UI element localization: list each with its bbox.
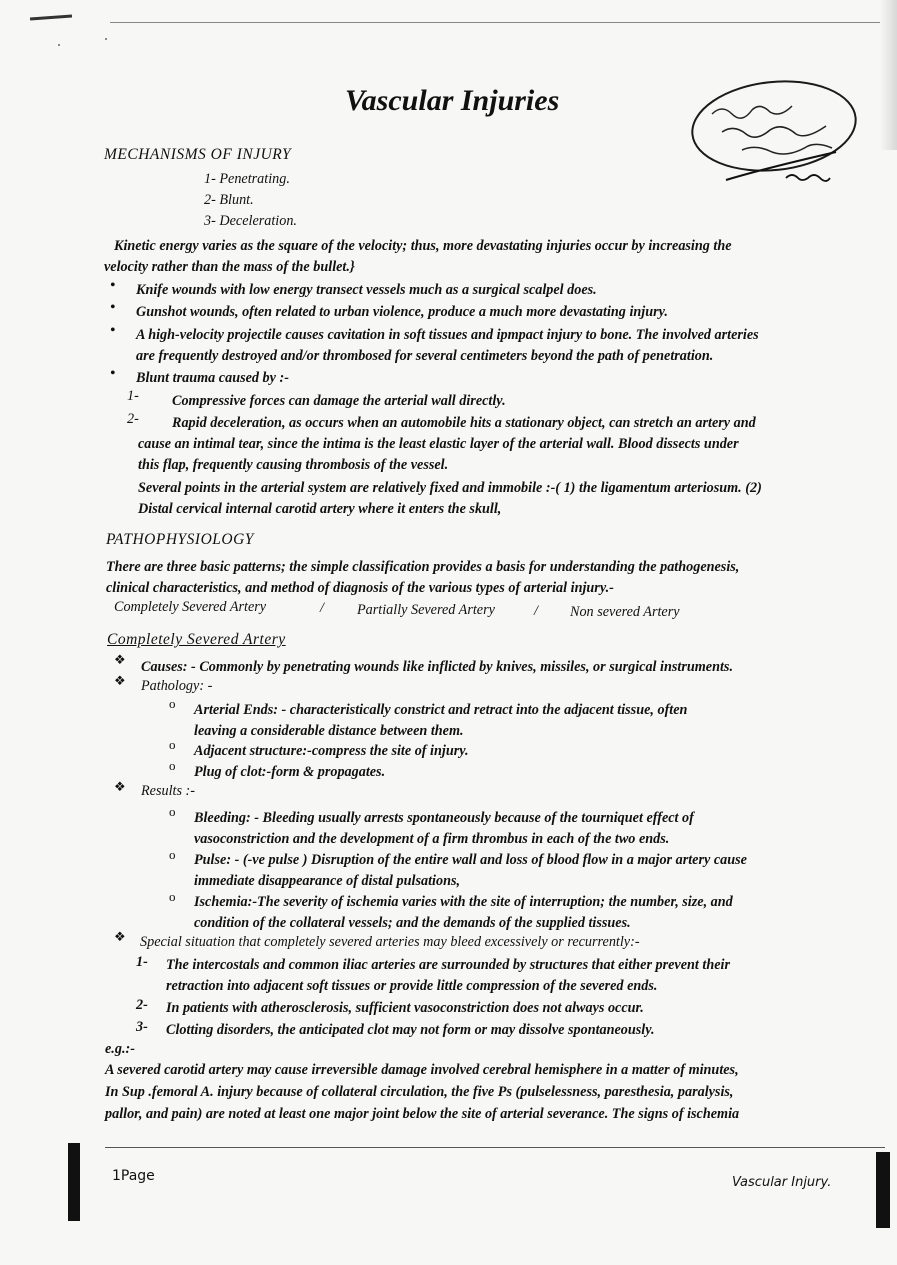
pulse-text: immediate disappearance of distal pulsations, xyxy=(194,873,461,889)
gunshot-wounds-text: Gunshot wounds, often related to urban violence, produce a much more devastating injury. xyxy=(136,304,668,320)
rapid-deceleration-text: this flap, frequently causing thrombosis of the vessel. xyxy=(138,457,449,473)
list-number: 1- xyxy=(136,954,148,970)
pathology-label: Pathology: - xyxy=(141,678,213,694)
mechanism-item: 1- Penetrating. xyxy=(204,171,290,187)
kinetic-energy-text: Kinetic energy varies as the square of the velocity; thus, more devastating injuries occur by increasing the xyxy=(114,238,732,254)
knife-wounds-text: Knife wounds with low energy transect vessels much as a surgical scalpel does. xyxy=(136,282,597,298)
rapid-deceleration-text: Rapid deceleration, as occurs when an automobile hits a stationary object, can stretch an artery and xyxy=(172,415,756,431)
scan-edge-shadow xyxy=(880,0,897,150)
plug-of-clot-text: Plug of clot:-form & propagates. xyxy=(194,764,386,780)
pathophysiology-intro: There are three basic patterns; the simple classification provides a basis for understanding the pathogenesis, xyxy=(106,559,740,575)
bullet-icon: • xyxy=(110,277,116,294)
kinetic-energy-text: velocity rather than the mass of the bullet.} xyxy=(104,259,355,275)
bullet-icon: • xyxy=(110,322,116,339)
high-velocity-text: A high-velocity projectile causes cavitation in soft tissues and ipmpact injury to bone. The involved arteries xyxy=(136,327,759,343)
pulse-text: Pulse: - (-ve pulse ) Disruption of the entire wall and loss of blood flow in a major artery cause xyxy=(194,852,747,868)
ischemia-text: Ischemia:-The severity of ischemia varies with the site of interruption; the number, size, and xyxy=(194,894,733,910)
top-rule xyxy=(110,22,890,23)
footer-rule xyxy=(105,1147,885,1148)
ischemia-text: condition of the collateral vessels; and the demands of the supplied tissues. xyxy=(194,915,631,931)
circle-bullet-icon: o xyxy=(169,889,176,904)
atherosclerosis-text: In patients with atherosclerosis, sufficient vasoconstriction does not always occur. xyxy=(166,1000,644,1016)
diamond-bullet-icon: ❖ xyxy=(114,673,126,688)
pattern-label: Completely Severed Artery xyxy=(114,599,267,615)
mechanism-item: 3- Deceleration. xyxy=(204,213,297,229)
page-title: Vascular Injuries xyxy=(345,84,560,117)
intercostals-text: retraction into adjacent soft tissues or provide little compression of the severed ends. xyxy=(166,978,658,994)
causes-text: Causes: - Commonly by penetrating wounds like inflicted by knives, missiles, or surgical instruments. xyxy=(141,659,733,675)
special-situation-text: Special situation that completely severed arteries may bleed excessively or recurrently:- xyxy=(140,934,640,950)
clotting-disorders-text: Clotting disorders, the anticipated clot may not form or may dissolve spontaneously. xyxy=(166,1022,655,1038)
stamp-signature-image xyxy=(682,74,858,192)
list-number: 2- xyxy=(127,411,139,427)
pathophysiology-heading: PATHOPHYSIOLOGY xyxy=(106,531,254,548)
pattern-label: Partially Severed Artery xyxy=(357,602,495,618)
high-velocity-text: are frequently destroyed and/or thrombosed for several centimeters beyond the path of penetration. xyxy=(136,348,714,364)
page-number: 1Page xyxy=(112,1168,155,1184)
bleeding-text: Bleeding: - Bleeding usually arrests spontaneously because of the tourniquet effect of xyxy=(194,810,694,826)
list-number: 2- xyxy=(136,997,148,1013)
circle-bullet-icon: o xyxy=(169,696,176,711)
eg-label: e.g.:- xyxy=(105,1041,135,1057)
closing-text: In Sup .femoral A. injury because of collateral circulation, the five Ps (pulselessness, paresthesia, paralysis, xyxy=(105,1084,734,1100)
results-label: Results :- xyxy=(141,783,195,799)
diamond-bullet-icon: ❖ xyxy=(114,652,126,667)
scan-mark xyxy=(30,15,72,21)
pattern-separator: / xyxy=(320,600,324,616)
blunt-trauma-text: Blunt trauma caused by :- xyxy=(136,370,289,386)
list-number: 3- xyxy=(136,1019,148,1035)
bullet-icon: • xyxy=(110,299,116,316)
diamond-bullet-icon: ❖ xyxy=(114,929,126,944)
footer-bar-right xyxy=(876,1152,890,1228)
bullet-icon: • xyxy=(110,365,116,382)
compressive-forces-text: Compressive forces can damage the arterial wall directly. xyxy=(172,393,506,409)
pathophysiology-intro: clinical characteristics, and method of diagnosis of the various types of arterial injury.- xyxy=(106,580,614,596)
mechanisms-heading: MECHANISMS OF INJURY xyxy=(104,146,292,163)
intercostals-text: The intercostals and common iliac arteries are surrounded by structures that either prevent their xyxy=(166,957,730,973)
mechanism-item: 2- Blunt. xyxy=(204,192,254,208)
circle-bullet-icon: o xyxy=(169,758,176,773)
pattern-separator: / xyxy=(534,603,538,619)
footer-doc-title: Vascular Injury. xyxy=(732,1175,832,1190)
arterial-ends-text: leaving a considerable distance between them. xyxy=(194,723,464,739)
adjacent-structure-text: Adjacent structure:-compress the site of injury. xyxy=(194,743,469,759)
circle-bullet-icon: o xyxy=(169,804,176,819)
footer-bar-left xyxy=(68,1143,80,1221)
fixed-points-text: Several points in the arterial system are relatively fixed and immobile :-( 1) the ligamentum arteriosum. (2) xyxy=(138,480,762,496)
closing-text: pallor, and pain) are noted at least one major joint below the site of arterial severance. The signs of ischemia xyxy=(105,1106,740,1122)
pattern-label: Non severed Artery xyxy=(570,604,680,620)
scan-speck xyxy=(105,38,107,40)
arterial-ends-text: Arterial Ends: - characteristically constrict and retract into the adjacent tissue, often xyxy=(194,702,688,718)
circle-bullet-icon: o xyxy=(169,737,176,752)
completely-severed-heading: Completely Severed Artery xyxy=(107,631,286,648)
rapid-deceleration-text: cause an intimal tear, since the intima is the least elastic layer of the arterial wall. Blood dissects under xyxy=(138,436,739,452)
closing-text: A severed carotid artery may cause irreversible damage involved cerebral hemisphere in a matter of minutes, xyxy=(105,1062,739,1078)
list-number: 1- xyxy=(127,388,139,404)
diamond-bullet-icon: ❖ xyxy=(114,779,126,794)
fixed-points-text: Distal cervical internal carotid artery where it enters the skull, xyxy=(138,501,502,517)
scan-speck xyxy=(58,44,60,46)
bleeding-text: vasoconstriction and the development of a firm thrombus in each of the two ends. xyxy=(194,831,670,847)
circle-bullet-icon: o xyxy=(169,847,176,862)
